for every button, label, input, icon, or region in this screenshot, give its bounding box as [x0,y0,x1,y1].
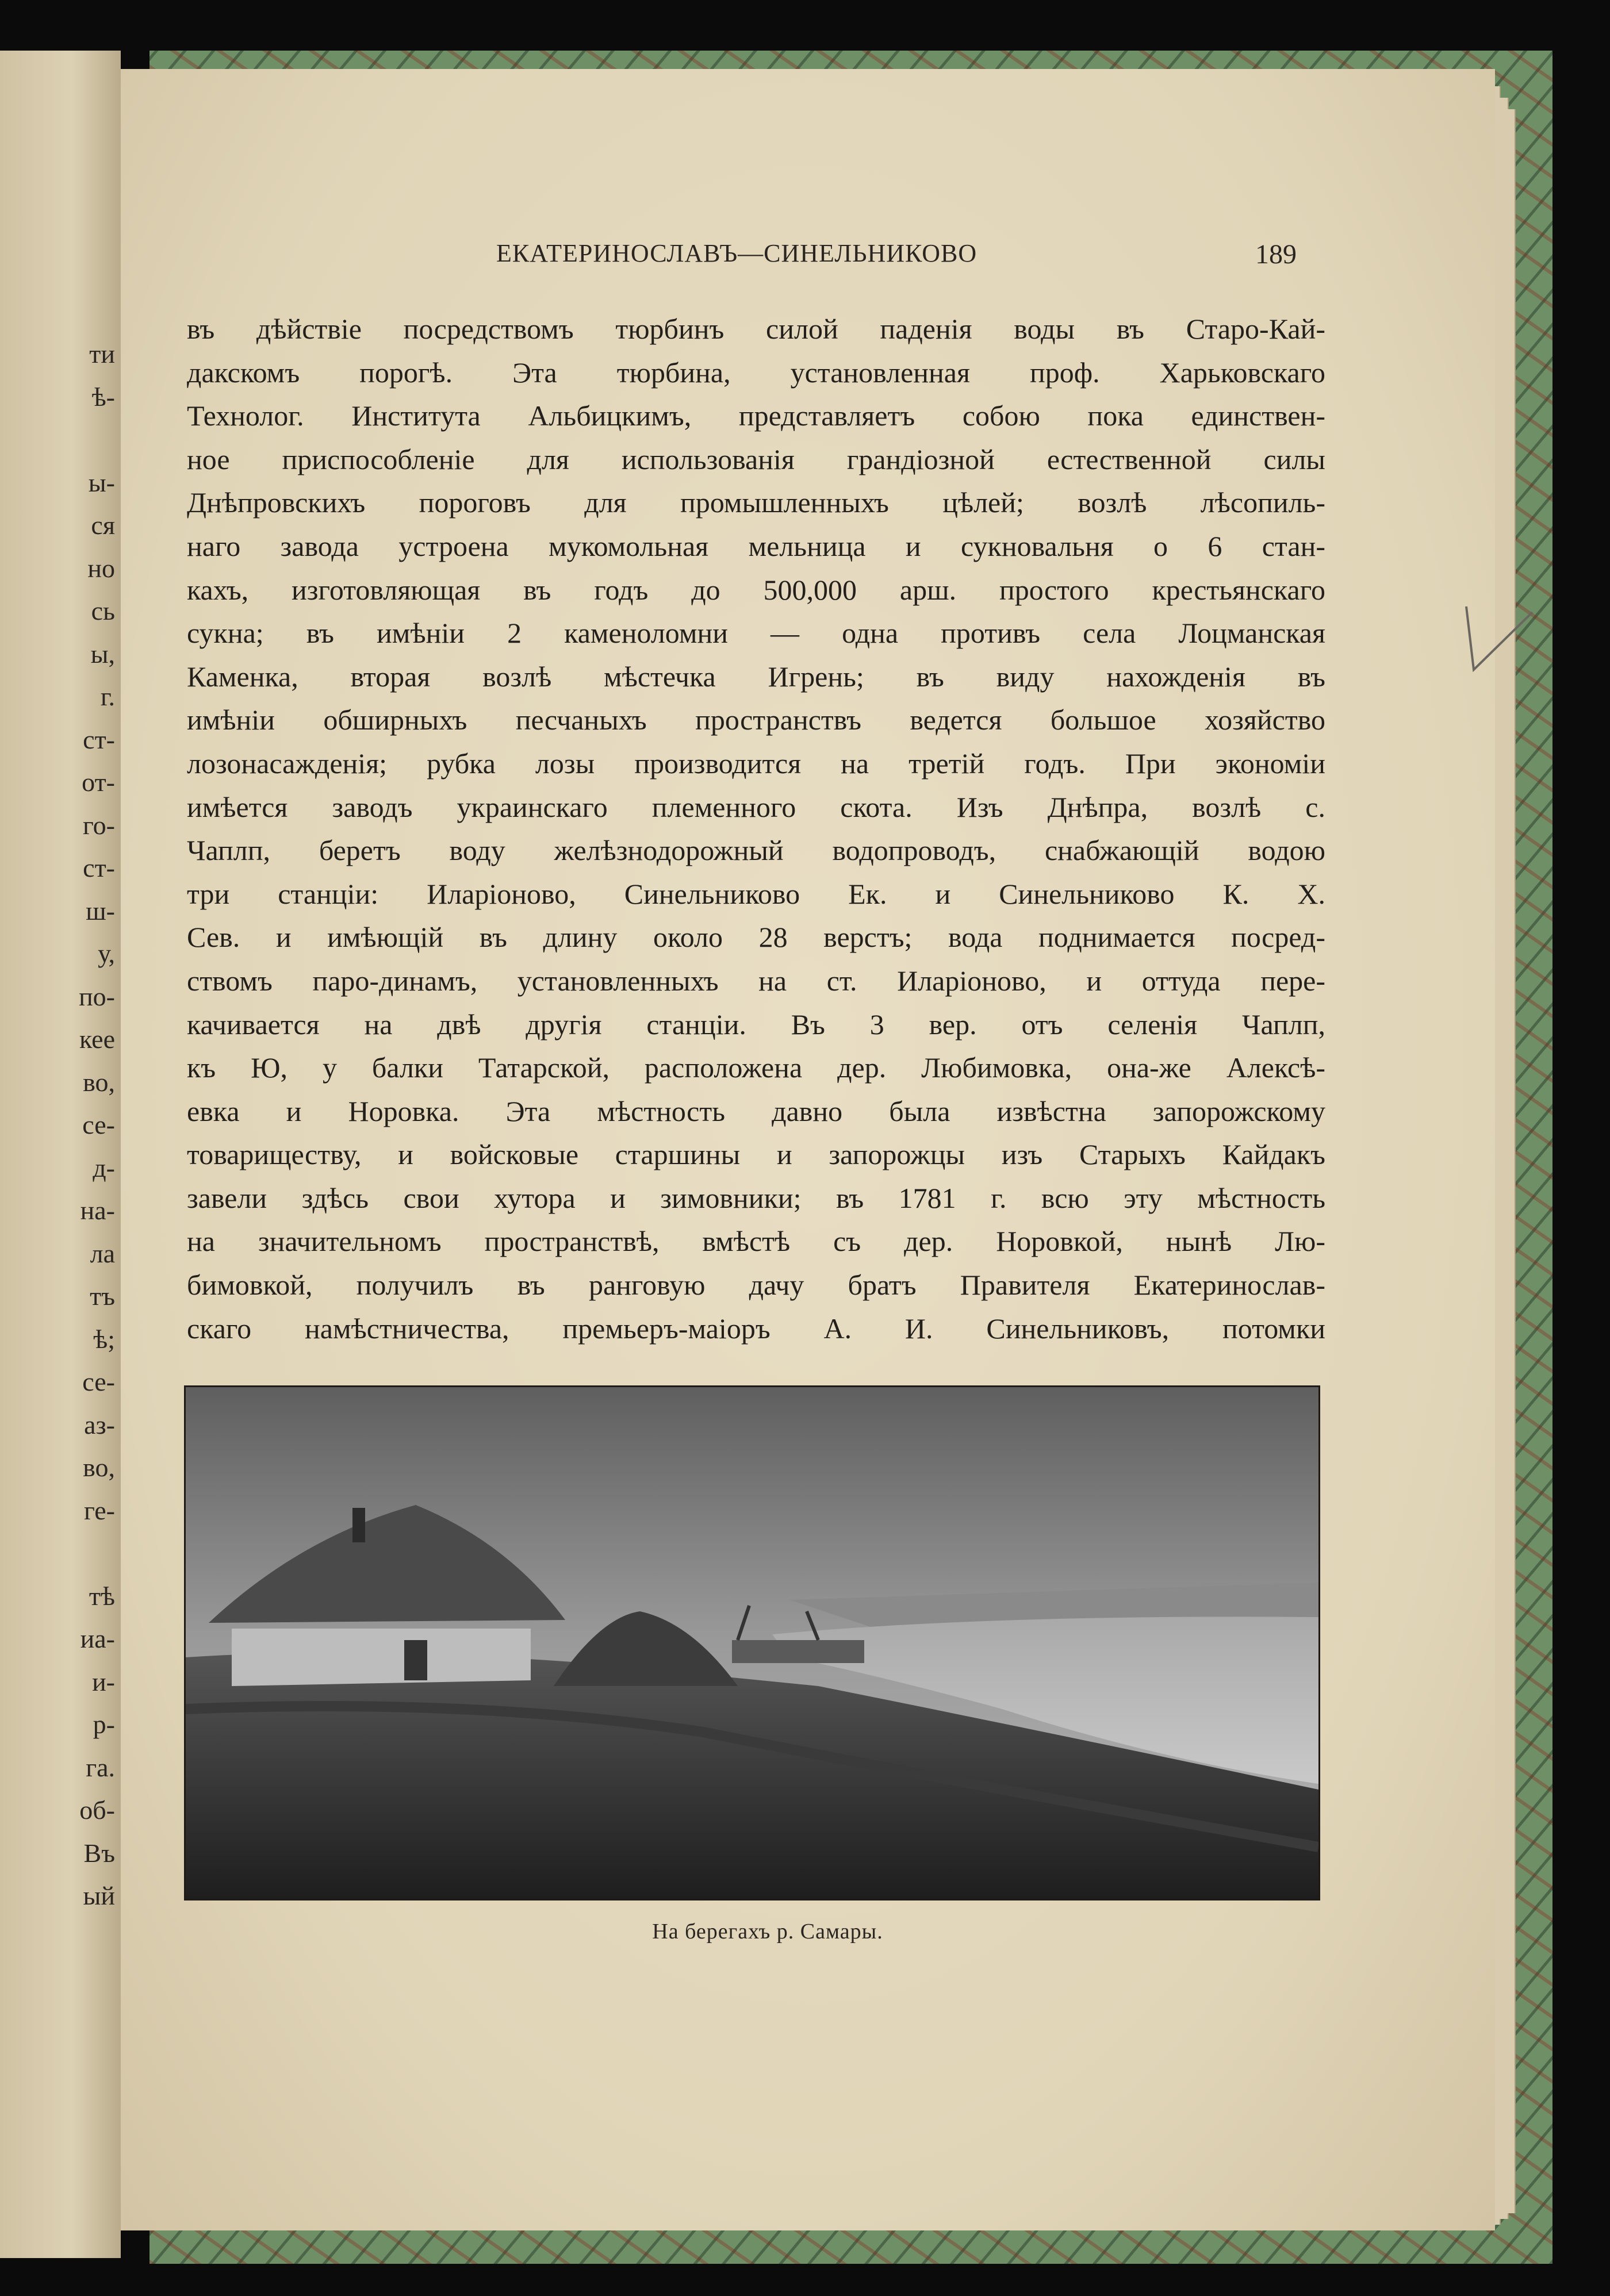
running-header [121,239,1495,285]
text-line: дакскомъ порогѣ. Эта тюрбина, установленная проф. Харьковскаго [187,356,1325,389]
text-line: Днѣпровскихъ пороговъ для промышленныхъ цѣлей; возлѣ лѣсопиль- [187,486,1325,519]
facing-page-fragment: го- [82,810,115,840]
facing-page-fragment: тъ [90,1281,115,1311]
text-line: качивается на двѣ другія станціи. Въ 3 вер. отъ селенія Чаплп, [187,1008,1325,1041]
facing-page-fragment: от- [82,767,115,797]
text-line: на значительномъ пространствѣ, вмѣстѣ съ дер. Норовкой, нынѣ Лю- [187,1225,1325,1258]
text-line: къ Ю, у балки Татарской, расположена дер. Любимовка, она-же Алексѣ- [187,1051,1325,1084]
text-line: завели здѣсь свои хутора и зимовники; въ 1781 г. всю эту мѣстность [187,1181,1325,1214]
facing-page-fragment: на- [80,1196,115,1225]
pencil-checkmark [1463,601,1544,687]
facing-page-fragment: д- [93,1153,115,1182]
text-line: наго завода устроена мукомольная мельница и сукновальня о 6 стан- [187,529,1325,562]
facing-page-fragment: иа- [80,1624,115,1653]
facing-page-fragment: ла [90,1238,115,1268]
text-line: скаго намѣстничества, премьеръ-маіоръ А. И. Синельниковъ, потомки [187,1312,1325,1345]
facing-page-fragment: р- [93,1710,115,1739]
text-line: ное приспособленіе для использованія грандіозной естественной силы [187,443,1325,475]
facing-page-fragment: ѣ; [93,1324,115,1354]
figure-caption: На берегахъ р. Самары. [652,1919,883,1944]
facing-page-fragment: ый [83,1881,115,1910]
text-line: имѣется заводъ украинскаго племенного скота. Изъ Днѣпра, возлѣ с. [187,790,1325,823]
facing-page-fragment: кее [79,1024,115,1054]
text-line: евка и Норовка. Эта мѣстность давно была извѣстна запорожскому [187,1095,1325,1127]
facing-page-fragment: ы, [90,639,115,669]
facing-page-fragment: но [87,553,115,583]
facing-page-fragment: ся [91,510,115,540]
page-edge [1508,109,1516,2213]
text-line: три станціи: Иларіоново, Синельниково Ек. и Синельниково К. Х. [187,877,1325,910]
facing-page-fragment: се- [82,1367,115,1396]
text-line: ствомъ паро-динамъ, установленныхъ на ст. Иларіоново, и оттуда пере- [187,964,1325,997]
text-line: бимовкой, получилъ въ ранговую дачу братъ Правителя Екатеринослав- [187,1269,1325,1301]
facing-page-fragment: се- [82,1110,115,1139]
facing-page-fragment: ти [89,339,115,368]
photo-figure [184,1385,1320,1900]
facing-page-fragment: и- [92,1667,115,1696]
text-line: лозонасажденія; рубка лозы производится на третій годъ. При экономіи [187,747,1325,780]
facing-page-fragment: г. [100,682,115,711]
header-title: ЕКАТЕРИНОСЛАВЪ—СИНЕЛЬНИКОВО [496,239,977,267]
facing-page-fragment: во, [83,1453,115,1482]
text-line: въ дѣйствіе посредствомъ тюрбинъ силой паденія воды въ Старо-Кай- [187,313,1325,345]
facing-page-fragment: ш- [86,896,115,926]
facing-page-fragment: га. [86,1752,115,1782]
text-line: кахъ, изготовляющая въ годъ до 500,000 арш. простого крестьянскаго [187,573,1325,606]
facing-page-fragment: по- [79,981,115,1011]
facing-page-fragment: у, [98,939,115,968]
facing-page-fragment: ст- [83,853,115,882]
facing-page-fragment: аз- [84,1410,115,1439]
page-number: 189 [1255,239,1297,270]
text-line: Технолог. Института Альбицкимъ, представляетъ собою пока единствен- [187,400,1325,432]
text-line: Каменка, вторая возлѣ мѣстечка Игрень; въ виду нахожденія въ [187,660,1325,693]
text-line: имѣніи обширныхъ песчаныхъ пространствъ ведется большое хозяйство [187,704,1325,736]
riverbank-photo [186,1387,1318,1899]
facing-page-fragment: сь [91,596,115,625]
facing-page-fragment: ге- [84,1495,115,1525]
facing-page-fragment: об- [79,1795,115,1825]
text-line: товариществу, и войсковые старшины и запорожцы изъ Старыхъ Кайдакъ [187,1138,1325,1171]
book-page [121,69,1495,2230]
facing-page [0,51,121,2258]
facing-page-fragment: тѣ [89,1581,115,1611]
facing-page-fragment: во, [83,1067,115,1097]
text-line: сукна; въ имѣніи 2 каменоломни — одна противъ села Лоцманская [187,617,1325,650]
facing-page-fragment: ст- [83,724,115,754]
facing-page-fragment: Въ [83,1838,115,1868]
text-line: Сев. и имѣющій въ длину около 28 верстъ; вода поднимается посред- [187,921,1325,954]
facing-page-fragment: ѣ- [91,382,115,412]
facing-page-fragment: ы- [88,467,115,497]
body-text [187,308,1325,1350]
text-line: Чаплп, беретъ воду желѣзнодорожный водопроводъ, снабжающій водою [187,834,1325,867]
